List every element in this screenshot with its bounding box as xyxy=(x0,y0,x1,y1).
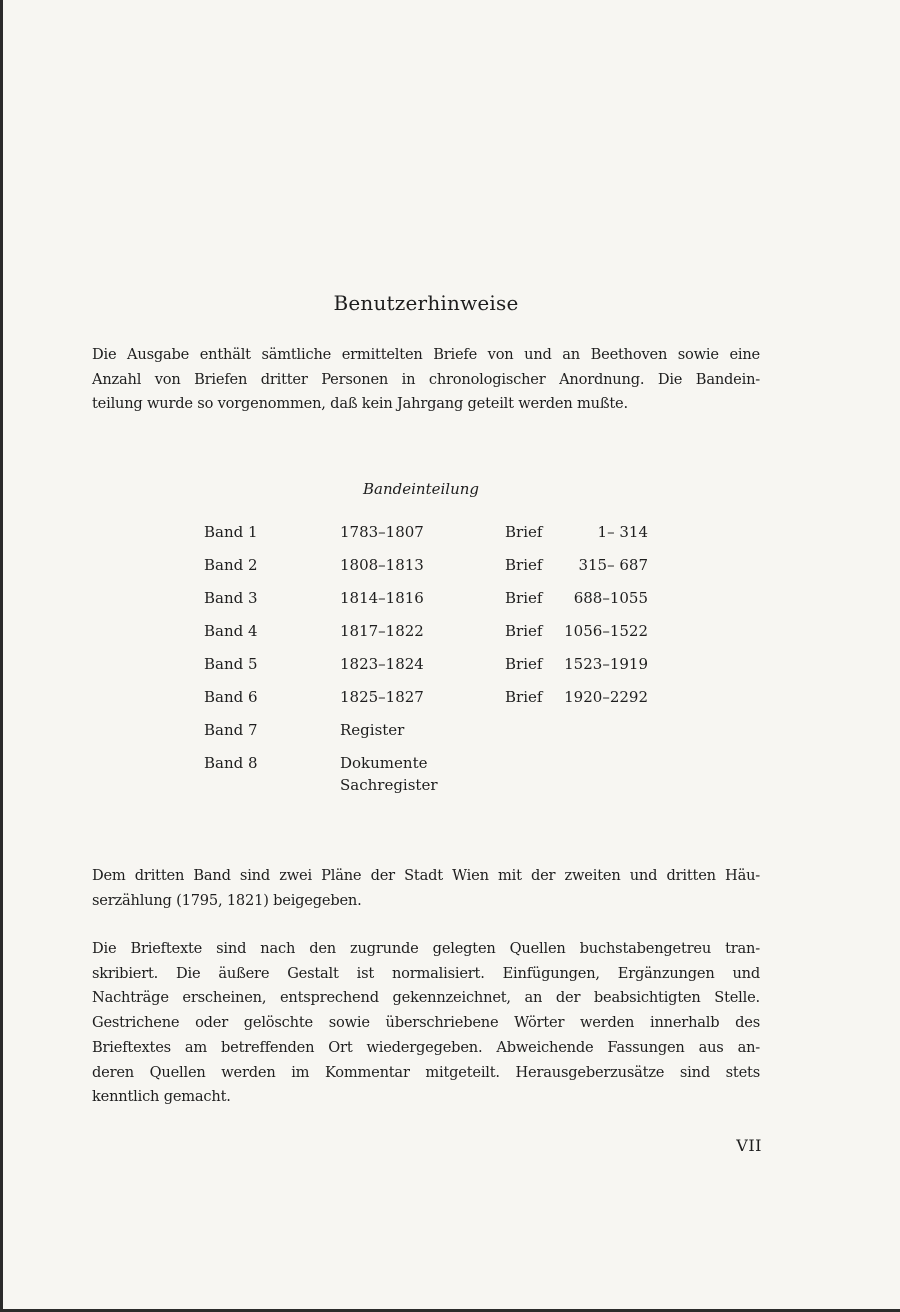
band-label: Band 5 xyxy=(204,655,258,673)
text-line: teilung wurde so vorgenommen, daß kein Jahrgang geteilt werden mußte. xyxy=(92,395,628,413)
band-label: Band 1 xyxy=(204,523,258,541)
page-title: Benutzerhinweise xyxy=(333,291,519,315)
letter-range: 1523–1919 xyxy=(564,655,648,673)
scan-edge-left xyxy=(0,0,3,1312)
letter-range: 1920–2292 xyxy=(564,688,648,706)
band-years: 1783–1807 xyxy=(340,523,424,541)
brief-label: Brief xyxy=(505,688,543,706)
table-row xyxy=(204,719,664,752)
table-row xyxy=(204,686,664,719)
band-content: Register xyxy=(340,721,405,739)
text-line: Brieftextes am betreffenden Ort wiedergegeben. Abweichende Fassungen aus an- xyxy=(92,1038,760,1056)
table-heading: Bandeinteilung xyxy=(363,480,479,498)
letter-range: 688–1055 xyxy=(573,589,648,607)
text-line: Nachträge erscheinen, entsprechend gekennzeichnet, an der beabsichtigten Stelle. xyxy=(92,989,760,1007)
table-row xyxy=(204,587,664,620)
band-years: 1817–1822 xyxy=(340,622,424,640)
band-label: Band 7 xyxy=(204,721,258,739)
text-line: kenntlich gemacht. xyxy=(92,1088,231,1106)
table-row xyxy=(204,554,664,587)
band-years: 1823–1824 xyxy=(340,655,424,673)
band-years: 1808–1813 xyxy=(340,556,424,574)
band-label: Band 3 xyxy=(204,589,258,607)
brief-label: Brief xyxy=(505,523,543,541)
band-years: 1814–1816 xyxy=(340,589,424,607)
maps-paragraph xyxy=(92,864,760,913)
band-label: Band 4 xyxy=(204,622,258,640)
text-line: serzählung (1795, 1821) beigegeben. xyxy=(92,891,362,909)
volume-table xyxy=(204,521,664,808)
text-line: Dem dritten Band sind zwei Pläne der Stadt Wien mit der zweiten und dritten Häu- xyxy=(92,867,760,884)
letter-range: 1– 314 xyxy=(597,523,648,541)
table-row xyxy=(204,521,664,554)
page-number: VII xyxy=(736,1136,762,1155)
text-line: Gestrichene oder gelöschte sowie überschriebene Wörter werden innerhalb des xyxy=(92,1014,760,1032)
table-row xyxy=(204,620,664,653)
band-content-line: Dokumente xyxy=(340,754,428,772)
text-line: Die Brieftexte sind nach den zugrunde gelegten Quellen buchstabengetreu tran- xyxy=(92,940,760,957)
band-label: Band 8 xyxy=(204,754,258,772)
brief-label: Brief xyxy=(505,622,543,640)
text-line: skribiert. Die äußere Gestalt ist normalisiert. Einfügungen, Ergänzungen und xyxy=(92,964,760,982)
text-line: Anzahl von Briefen dritter Personen in chronologischer Anordnung. Die Bandein- xyxy=(92,370,760,388)
band-content xyxy=(340,752,438,796)
table-row xyxy=(204,752,664,808)
letter-range: 315– 687 xyxy=(578,556,648,574)
brief-label: Brief xyxy=(505,655,543,673)
brief-label: Brief xyxy=(505,589,543,607)
band-label: Band 2 xyxy=(204,556,258,574)
brief-label: Brief xyxy=(505,556,543,574)
transcription-paragraph xyxy=(92,937,760,1110)
text-line: Die Ausgabe enthält sämtliche ermittelten Briefe von und an Beethoven sowie eine xyxy=(92,346,760,363)
letter-range: 1056–1522 xyxy=(564,622,648,640)
table-row xyxy=(204,653,664,686)
intro-paragraph xyxy=(92,343,760,417)
text-line: deren Quellen werden im Kommentar mitgeteilt. Herausgeberzusätze sind stets xyxy=(92,1063,760,1081)
band-years: 1825–1827 xyxy=(340,688,424,706)
band-label: Band 6 xyxy=(204,688,258,706)
band-content-line: Sachregister xyxy=(340,776,438,794)
